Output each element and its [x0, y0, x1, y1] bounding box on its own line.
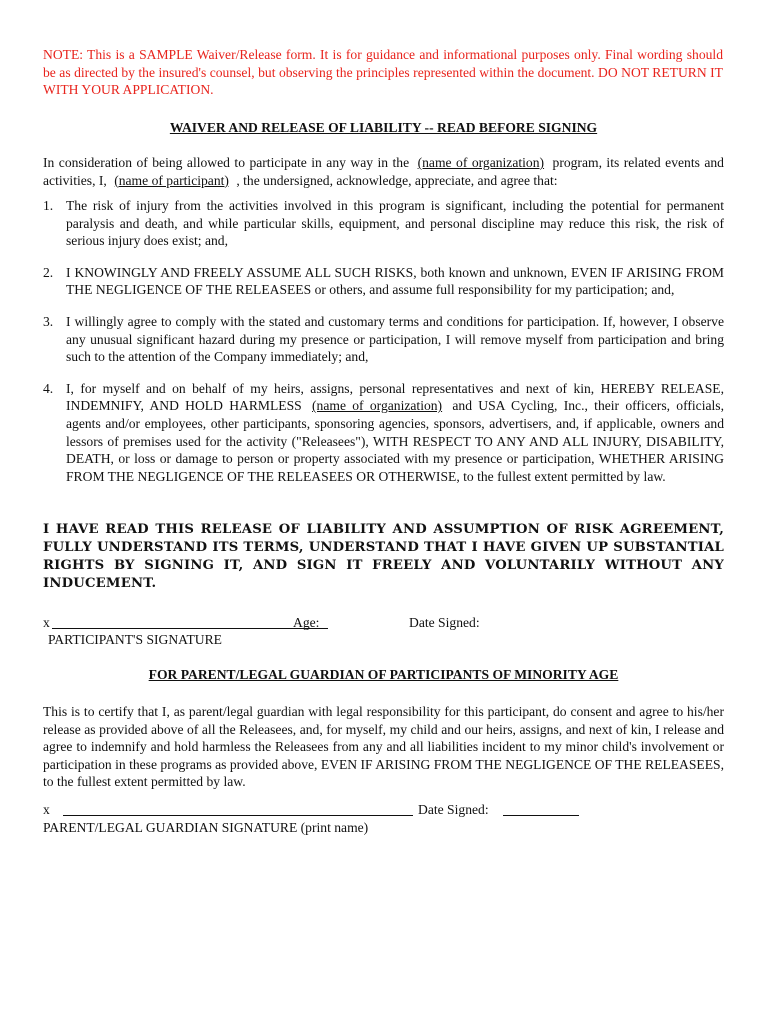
list-item [43, 264, 724, 299]
item-number: 1. [43, 198, 54, 213]
intro-text-1: In consideration of being allowed to participate in any way in the [43, 155, 410, 170]
terms-list [43, 197, 724, 499]
item-text: I KNOWINGLY AND FREELY ASSUME ALL SUCH RISKS, both known and unknown, EVEN IF ARISING FROM THE NEGLIGENCE OF THE RELEASEES or others, and assume full responsibility for my participation; and, [66, 264, 724, 298]
participant-signature-line[interactable] [52, 628, 328, 629]
date-signed-label: Date Signed: [409, 615, 480, 630]
date-signed-label: Date Signed: [418, 802, 489, 817]
participant-signature-label: PARTICIPANT'S SIGNATURE [48, 632, 222, 647]
item-text: I willingly agree to comply with the stated and customary terms and conditions for participation. If, however, I observe any unusual significant hazard during my presence or participation, I will remove myself from participation and bring such to the attention of the Company immediately; and, [66, 313, 724, 365]
guardian-section-title: FOR PARENT/LEGAL GUARDIAN OF PARTICIPANTS OF MINORITY AGE [148, 667, 619, 682]
item-number: 4. [43, 380, 54, 396]
guardian-signature-line[interactable] [63, 815, 413, 816]
signature-x-mark: x [43, 615, 50, 630]
intro-paragraph [43, 154, 724, 189]
acknowledgement-paragraph: I HAVE READ THIS RELEASE OF LIABILITY AND ASSUMPTION OF RISK AGREEMENT, FULLY UNDERSTAND ITS TERMS, UNDERSTAND THAT I HAVE GIVEN UP SUBSTANTIAL RIGHTS BY SIGNING IT, AND SIGN IT FREELY AND VOLUNTARILY WITHOUT ANY INDUCEMENT. [43, 522, 724, 591]
age-label: Age: [293, 615, 320, 630]
list-item [43, 313, 724, 366]
intro-text-2: program, its related events and activities, I, [43, 155, 724, 188]
guardian-signature-label: PARENT/LEGAL GUARDIAN SIGNATURE (print name) [43, 820, 369, 835]
guardian-date-line[interactable] [503, 815, 579, 816]
organization-name-blank: (name of organization) [312, 398, 443, 414]
participant-name-blank: (name of participant) [114, 172, 229, 188]
document-title: WAIVER AND RELEASE OF LIABILITY -- READ BEFORE SIGNING [169, 120, 598, 135]
item-number: 3. [43, 313, 54, 329]
item-text-b: and USA Cycling, Inc., their officers, officials, agents and/or employees, other participants, sponsoring agencies, sponsors, advertisers, and, if applicable, owners and lessors of premises used for the activity ("Releasees"), WITH RESPECT TO ANY AND ALL INJURY, DISABILITY, DEATH, or loss or damage to person or property associated with my presence or participation, WHETHER ARISING FROM THE NEGLIGENCE OF THE RELEASEES OR OTHERWISE, to the fullest extent permitted by law. [66, 398, 724, 484]
guardian-paragraph: This is to certify that I, as parent/legal guardian with legal responsibility for this participant, do consent and agree to his/her release as provided above of all the Releasees, and, for myself, my child and our heirs, assigns, and next of kin, I release and agree to indemnify and hold harmless the Releasees from any and all liabilities incident to my minor child's involvement or participation in these programs as provided above, EVEN IF ARISING FROM THE NEGLIGENCE OF THE RELEASEES, to the fullest extent permitted by law. [43, 704, 724, 790]
item-text-a: I, for myself and on behalf of my heirs, assigns, personal representatives and next of kin, HEREBY RELEASE, INDEMNIFY, AND HOLD HARMLESS [66, 380, 724, 414]
guardian-signature-row [43, 801, 724, 821]
sample-note: NOTE: This is a SAMPLE Waiver/Release form. It is for guidance and informational purposes only. Final wording should be as directed by the insured's counsel, but observing the principles represented within the document. DO NOT RETURN IT WITH YOUR APPLICATION. [43, 47, 723, 98]
list-item [43, 380, 724, 486]
item-number: 2. [43, 264, 54, 280]
organization-name-blank: (name of organization) [417, 155, 545, 170]
item-text: The risk of injury from the activities involved in this program is significant, including the potential for permanent paralysis and death, and while particular skills, equipment, and personal discipline may reduce this risk, the risk of serious injury does exist; and, [66, 198, 724, 249]
intro-text-3: , the undersigned, acknowledge, appreciate, and agree that: [236, 172, 558, 188]
signature-x-mark: x [43, 802, 50, 817]
list-item [43, 197, 724, 250]
